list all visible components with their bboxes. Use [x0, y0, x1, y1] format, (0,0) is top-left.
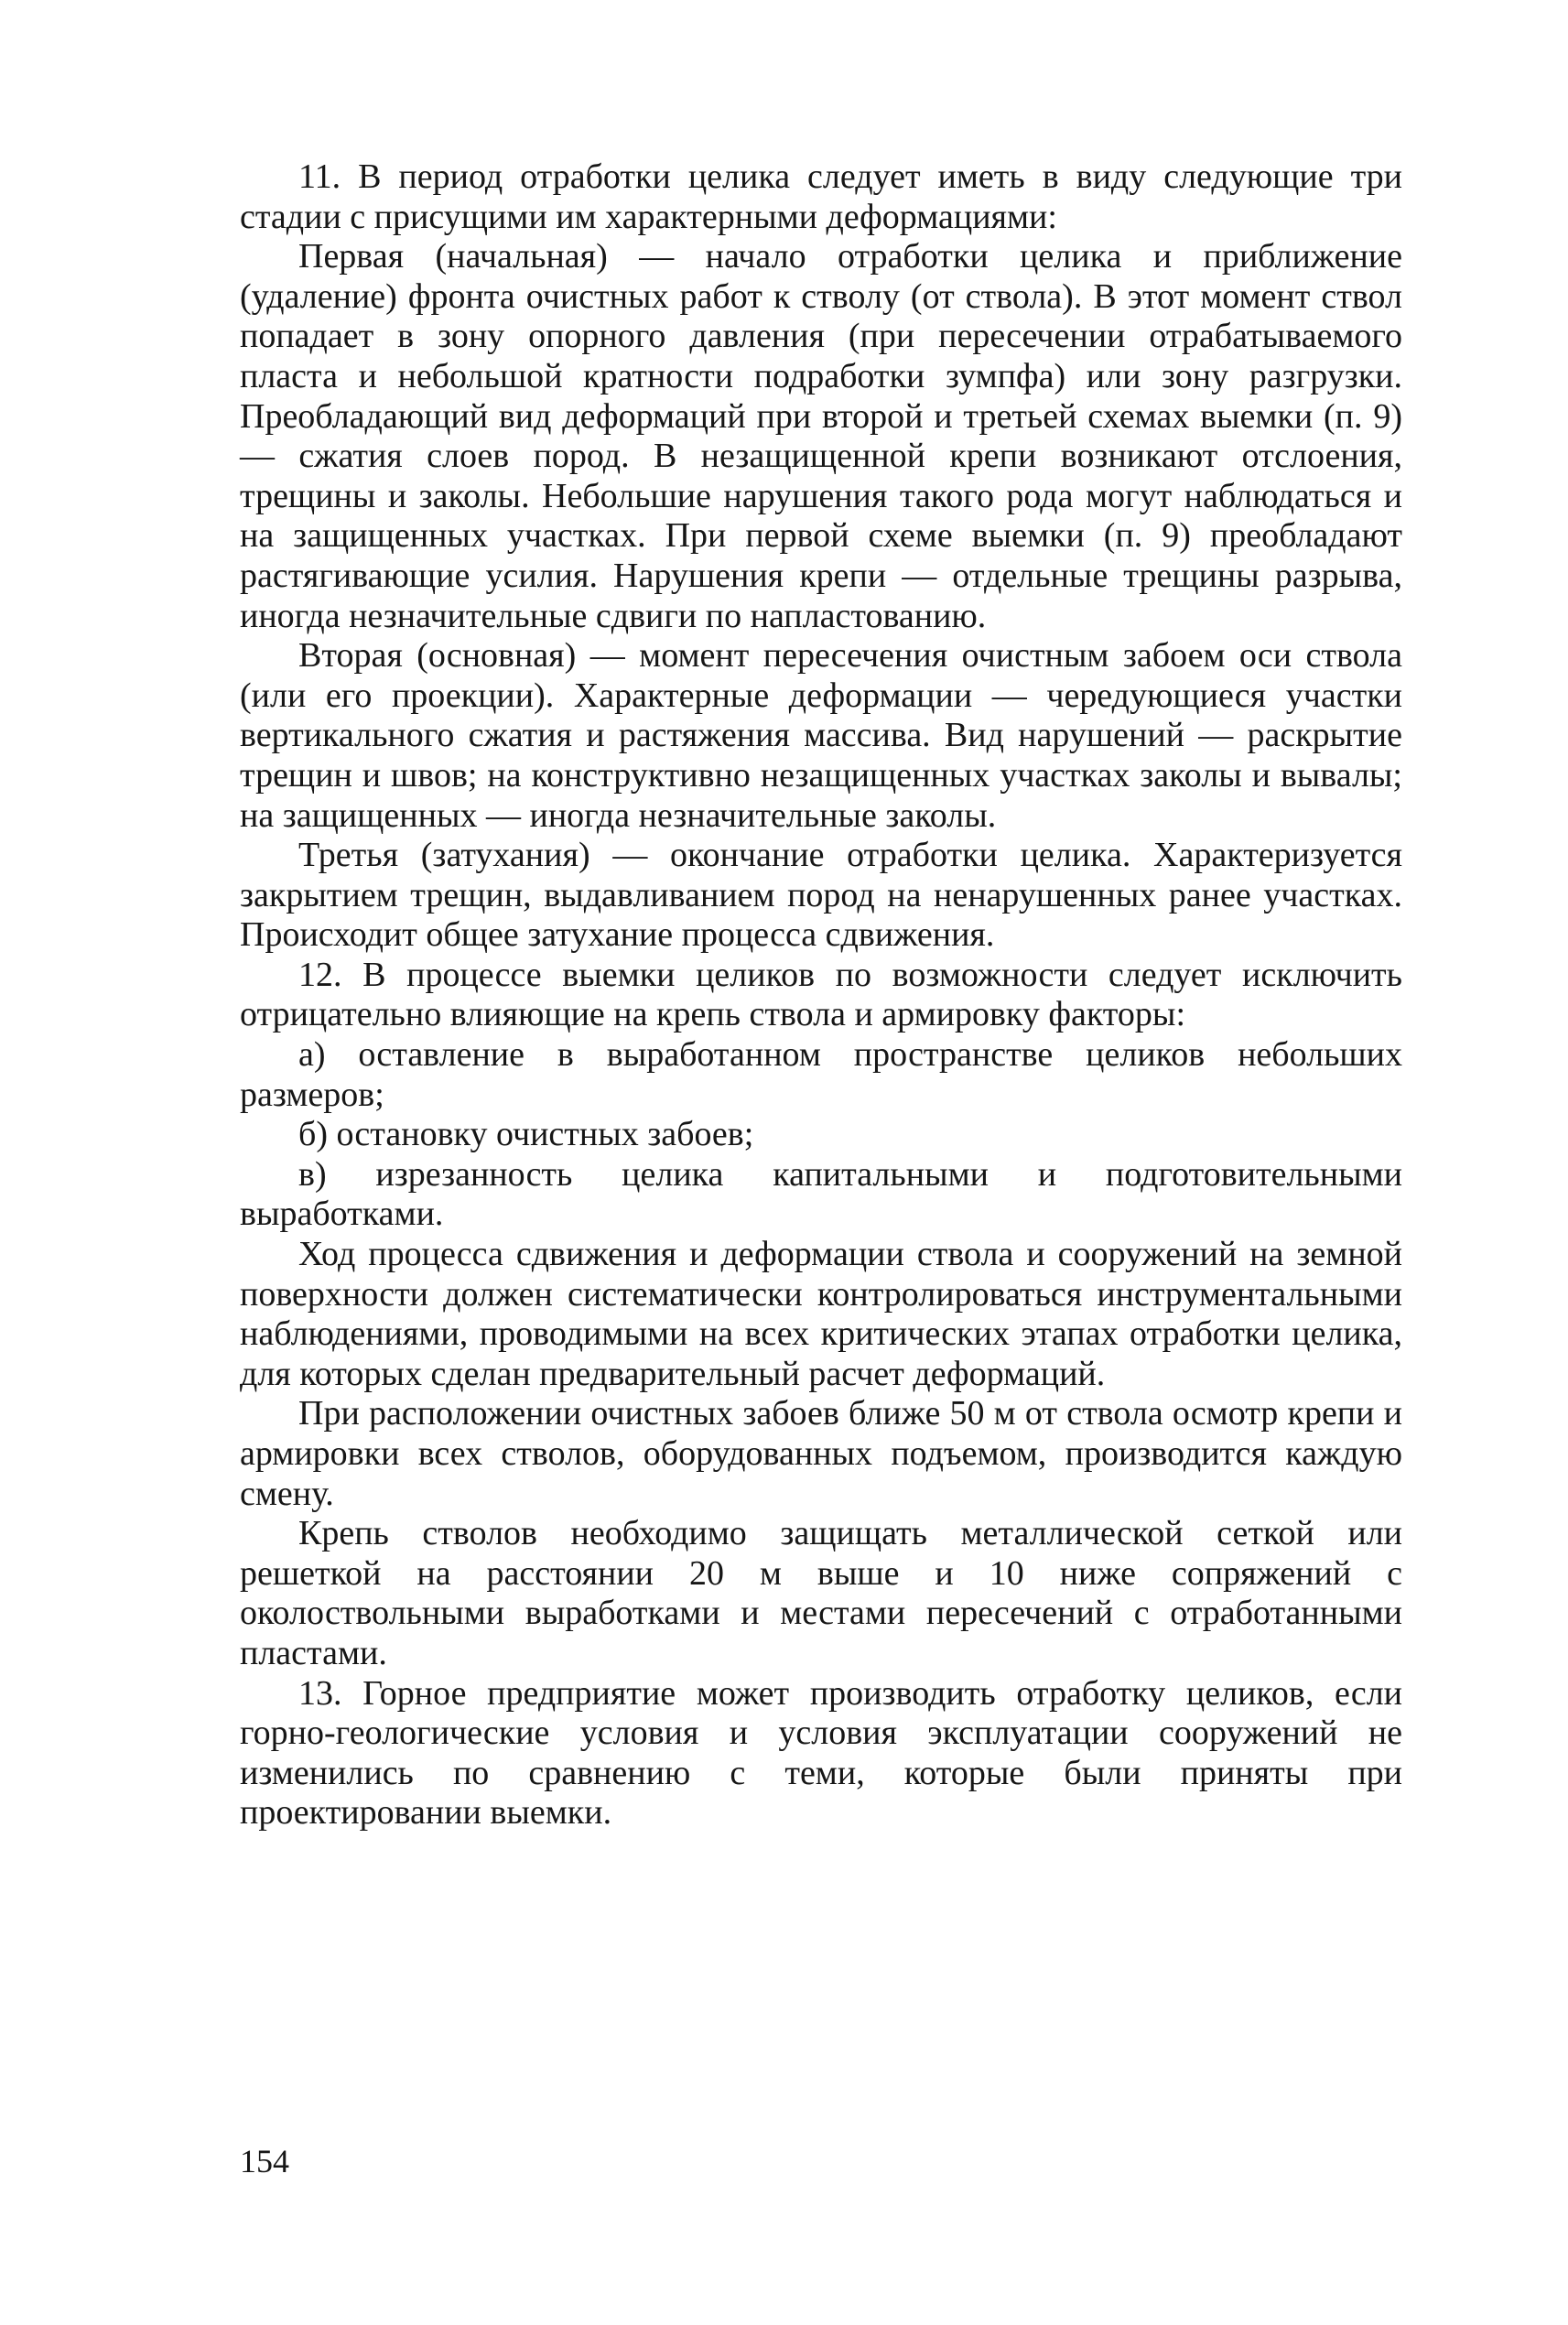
paragraph-12-intro: 12. В процессе выемки целиков по возможности следует исключить отрицательно влияющие на крепь ствола и армировку факторы: — [240, 955, 1402, 1034]
document-body — [240, 157, 1402, 1833]
list-item-b: б) остановку очистных забоев; — [298, 1115, 754, 1154]
paragraph-stage-first: Первая (начальная) — начало отработки целика и приближение (удаление) фронта очистных работ к стволу (от ствола). В этот момент ствол попадает в зону опорного давления (при пересечении отрабатываемого пласта и небольшой кратности подработки зумпфа) или зону разгрузки. Преобладающий вид деформаций при второй и третьей схемах выемки (п. 9) — сжатия слоев пород. В незащищенной крепи возникают отслоения, трещины и заколы. Небольшие нарушения такого рода могут наблюдаться и на защищенных участках. При первой схеме выемки (п. 9) преобладают растягивающие усилия. Нарушения крепи — отдельные трещины разрыва, иногда незначительные сдвиги по напластованию. — [240, 237, 1402, 635]
paragraph-13: 13. Горное предприятие может производить отработку целиков, если горно-геологические условия и условия эксплуатации сооружений не изменились по сравнению с теми, которые были приняты при проектировании выемки. — [240, 1673, 1402, 1833]
paragraph-11-intro: 11. В период отработки целика следует иметь в виду следующие три стадии с присущими им характерными деформациями: — [240, 157, 1402, 236]
paragraph-inspection: При расположении очистных забоев ближе 50 м от ствола осмотр крепи и армировки всех стволов, оборудованных подъемом, производится каждую смену. — [240, 1394, 1402, 1513]
paragraph-stage-second: Вторая (основная) — момент пересечения очистным забоем оси ствола (или его проекции). Характерные деформации — чередующиеся участки вертикального сжатия и растяжения массива. Вид нарушений — раскрытие трещин и швов; на конструктивно незащищенных участках заколы и вывалы; на защищенных — иногда незначительные заколы. — [240, 636, 1402, 835]
paragraph-stage-third: Третья (затухания) — окончание отработки целика. Характеризуется закрытием трещин, выдавливанием пород на ненарушенных ранее участках. Происходит общее затухание процесса сдвижения. — [240, 836, 1402, 955]
list-item-c: в) изрезанность целика капитальными и подготовительными выработками. — [240, 1154, 1402, 1234]
paragraph-protection: Крепь стволов необходимо защищать металлической сеткой или решеткой на расстоянии 20 м выше и 10 ниже сопряжений с околоствольными выработками и местами пересечений с отработанными пластами. — [240, 1514, 1402, 1672]
paragraph-monitoring: Ход процесса сдвижения и деформации ствола и сооружений на земной поверхности должен систематически контролироваться инструментальными наблюдениями, проводимыми на всех критических этапах отработки целика, для которых сделан предварительный расчет деформаций. — [240, 1235, 1402, 1393]
page-number: 154 — [240, 2143, 289, 2179]
list-item-a: а) оставление в выработанном пространстве целиков небольших размеров; — [240, 1035, 1402, 1114]
